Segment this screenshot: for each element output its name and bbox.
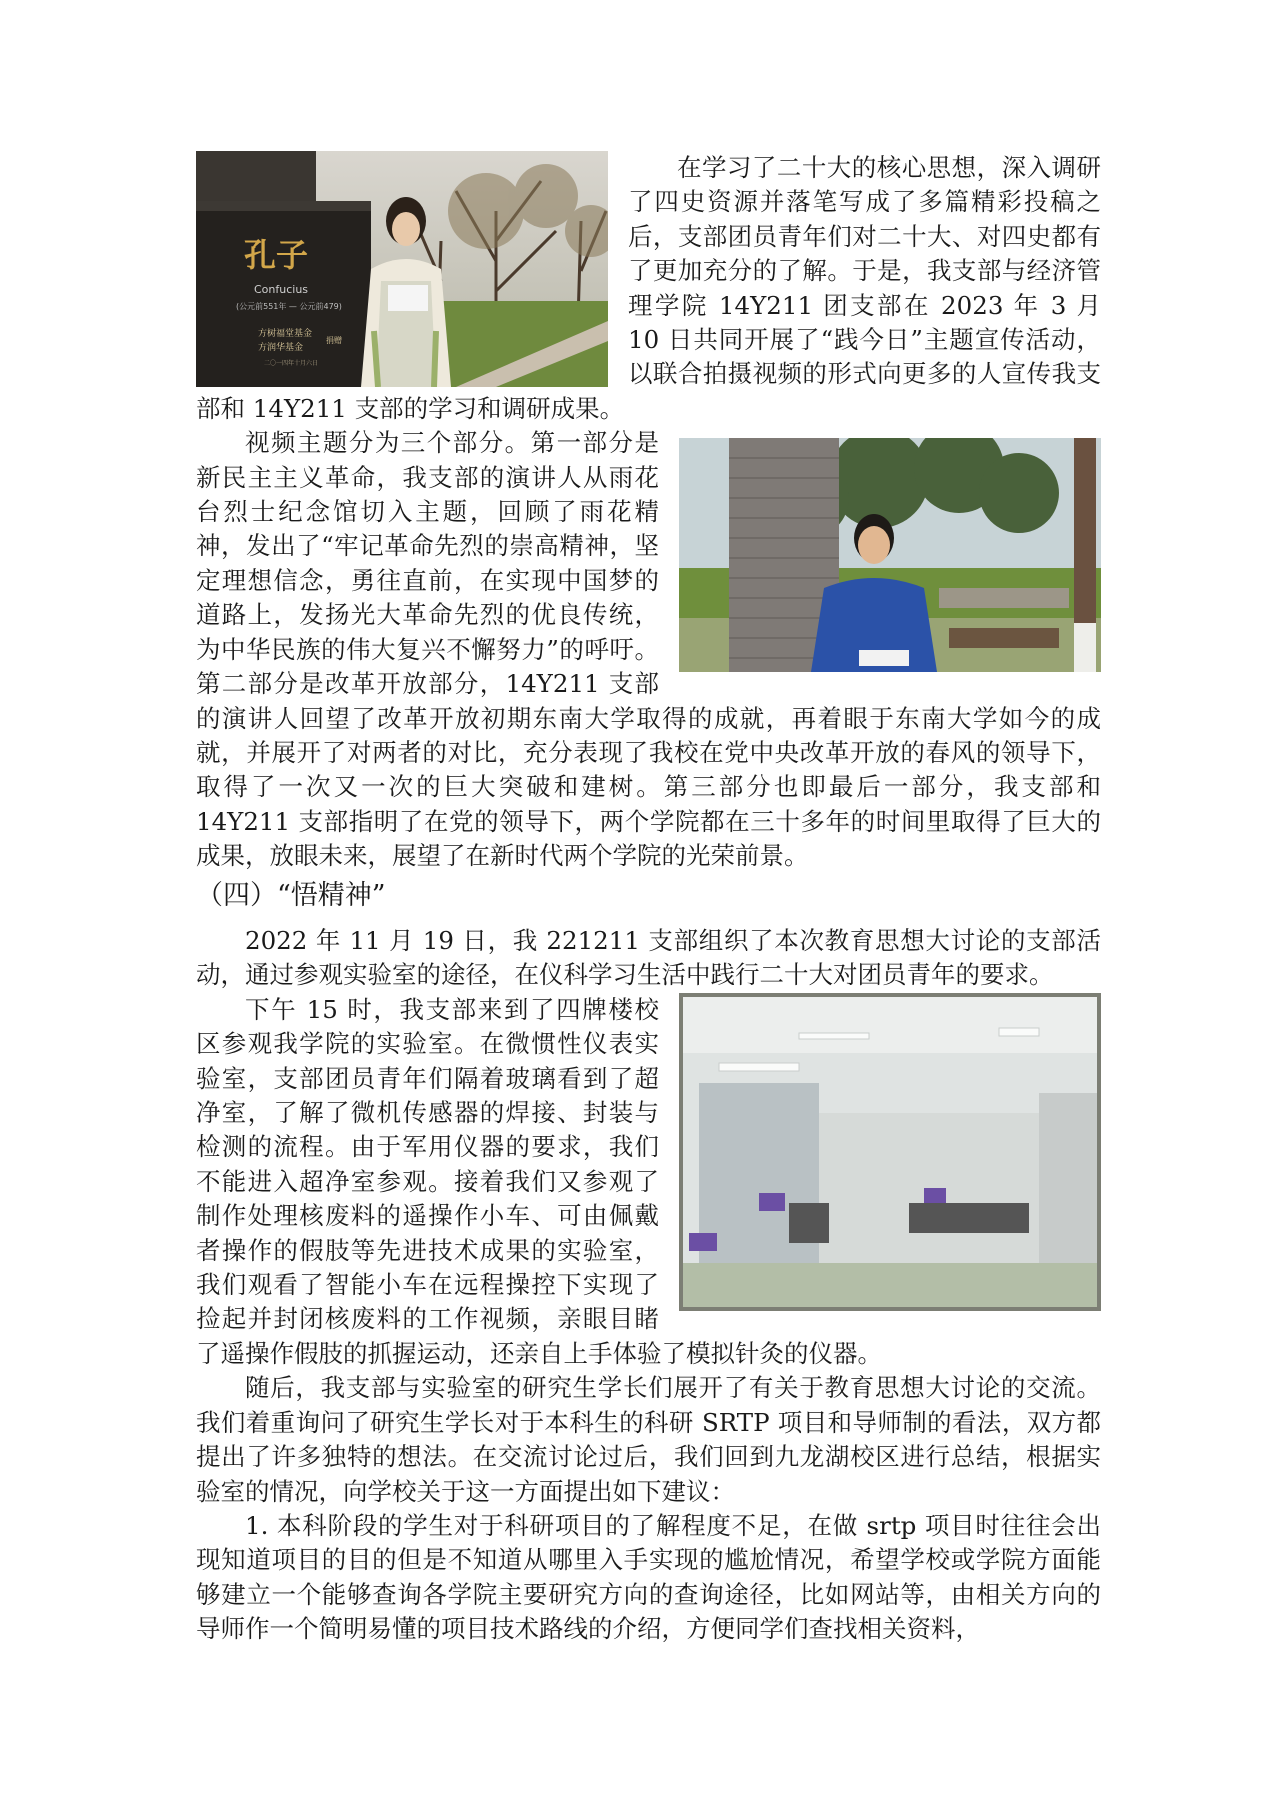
section-4-paragraph-1: 2022 年 11 月 19 日，我 221211 支部组织了本次教育思想大讨论的支部活动，通过参观实验室的途径，在仪科学习生活中践行二十大对团员青年的要求。 — [196, 926, 1101, 990]
section-4-paragraph-2: 下午 15 时，我支部来到了四牌楼校区参观我学院的实验室。在微惯性仪表实验室，支部团员青年们隔着玻璃看到了超净室，了解了微机传感器的焊接、封装与检测的流程。由于军用仪器的要求，我们不能进入超净室参观。接着我们又参观了制作处理核废料的遥操作小车、可由佩戴者操作的假肢等先进技术成果的实验室，我们观看了智能小车在远程操控下实现了捡起并封闭核废料的工作视频，亲眼目睹了遥操作假肢的抓握运动，还亲自上手体验了模拟针灸的仪器。 — [196, 994, 882, 1368]
statue-inscription-en: Confucius — [254, 283, 309, 296]
statue-donate: 捐赠 — [326, 336, 342, 345]
statue-inscription-dates: (公元前551年 — 公元前479) — [236, 302, 342, 311]
section-4-paragraph-3: 随后，我支部与实验室的研究生学长们展开了有关于教育思想大讨论的交流。我们着重询问了研究生学长对于本科生的科研 SRTP 项目和导师制的看法，双方都提出了许多独特的想法。在交流讨论过后，我们回到九龙湖校区进行总结，根据实验室的情况，向学校关于这一方面提出如下建议： — [196, 1373, 1101, 1506]
section-4-heading: （四）“悟精神” — [196, 880, 386, 911]
statue-donor-2: 方润华基金 — [258, 343, 304, 353]
lab-photo — [679, 993, 1101, 1311]
campus-speaker-photo — [679, 438, 1101, 672]
section-3-paragraph-1: 在学习了二十大的核心思想，深入调研了四史资源并落笔写成了多篇精彩投稿之后，支部团员青年们对二十大、对四史都有了更加充分的了解。于是，我支部与经济管理学院 14Y211 团支部在 2023 年 3 月 10 日共同开展了“践今日”主题宣传活动，以联合拍摄视频的形式向更多的人宣传我支部和 14Y211 支部的学习和调研成果。 — [196, 153, 1101, 423]
section-4-paragraph-4: 1. 本科阶段的学生对于科研项目的了解程度不足，在做 srtp 项目时往往会出现知道项目的目的但是不知道从哪里入手实现的尴尬情况，希望学校或学院方面能够建立一个能够查询各学院主要研究方向的查询途径，比如网站等，由相关方向的导师作一个简明易懂的项目技术路线的介绍，方便同学们查找相关资料， — [196, 1510, 1101, 1644]
section-3 — [196, 151, 1101, 874]
section-3-paragraph-2: 视频主题分为三个部分。第一部分是新民主主义革命，我支部的演讲人从雨花台烈士纪念馆切入主题，回顾了雨花精神，发出了“牢记革命先烈的崇高精神，坚定理想信念，勇往直前，在实现中国梦的道路上，发扬光大革命先烈的优良传统，为中华民族的伟大复兴不懈努力”的呼吁。第二部分是改革开放部分，14Y211 支部的演讲人回望了改革开放初期东南大学取得的成就，再着眼于东南大学如今的成就，并展开了对两者的对比，充分表现了我校在党中央改革开放的春风的领导下，取得了一次又一次的巨大突破和建树。第三部分也即最后一部分，我支部和 14Y211 支部指明了在党的领导下，两个学院都在三十多年的时间里取得了巨大的成果，放眼未来，展望了在新时代两个学院的光荣前景。 — [196, 428, 1101, 871]
confucius-statue-photo — [196, 151, 608, 387]
statue-donor-1: 方树福堂基金 — [258, 329, 313, 339]
section-4 — [196, 924, 1101, 1647]
statue-inscription-main: 孔子 — [244, 236, 309, 274]
statue-date: 二〇一四年十月六日 — [264, 360, 319, 367]
